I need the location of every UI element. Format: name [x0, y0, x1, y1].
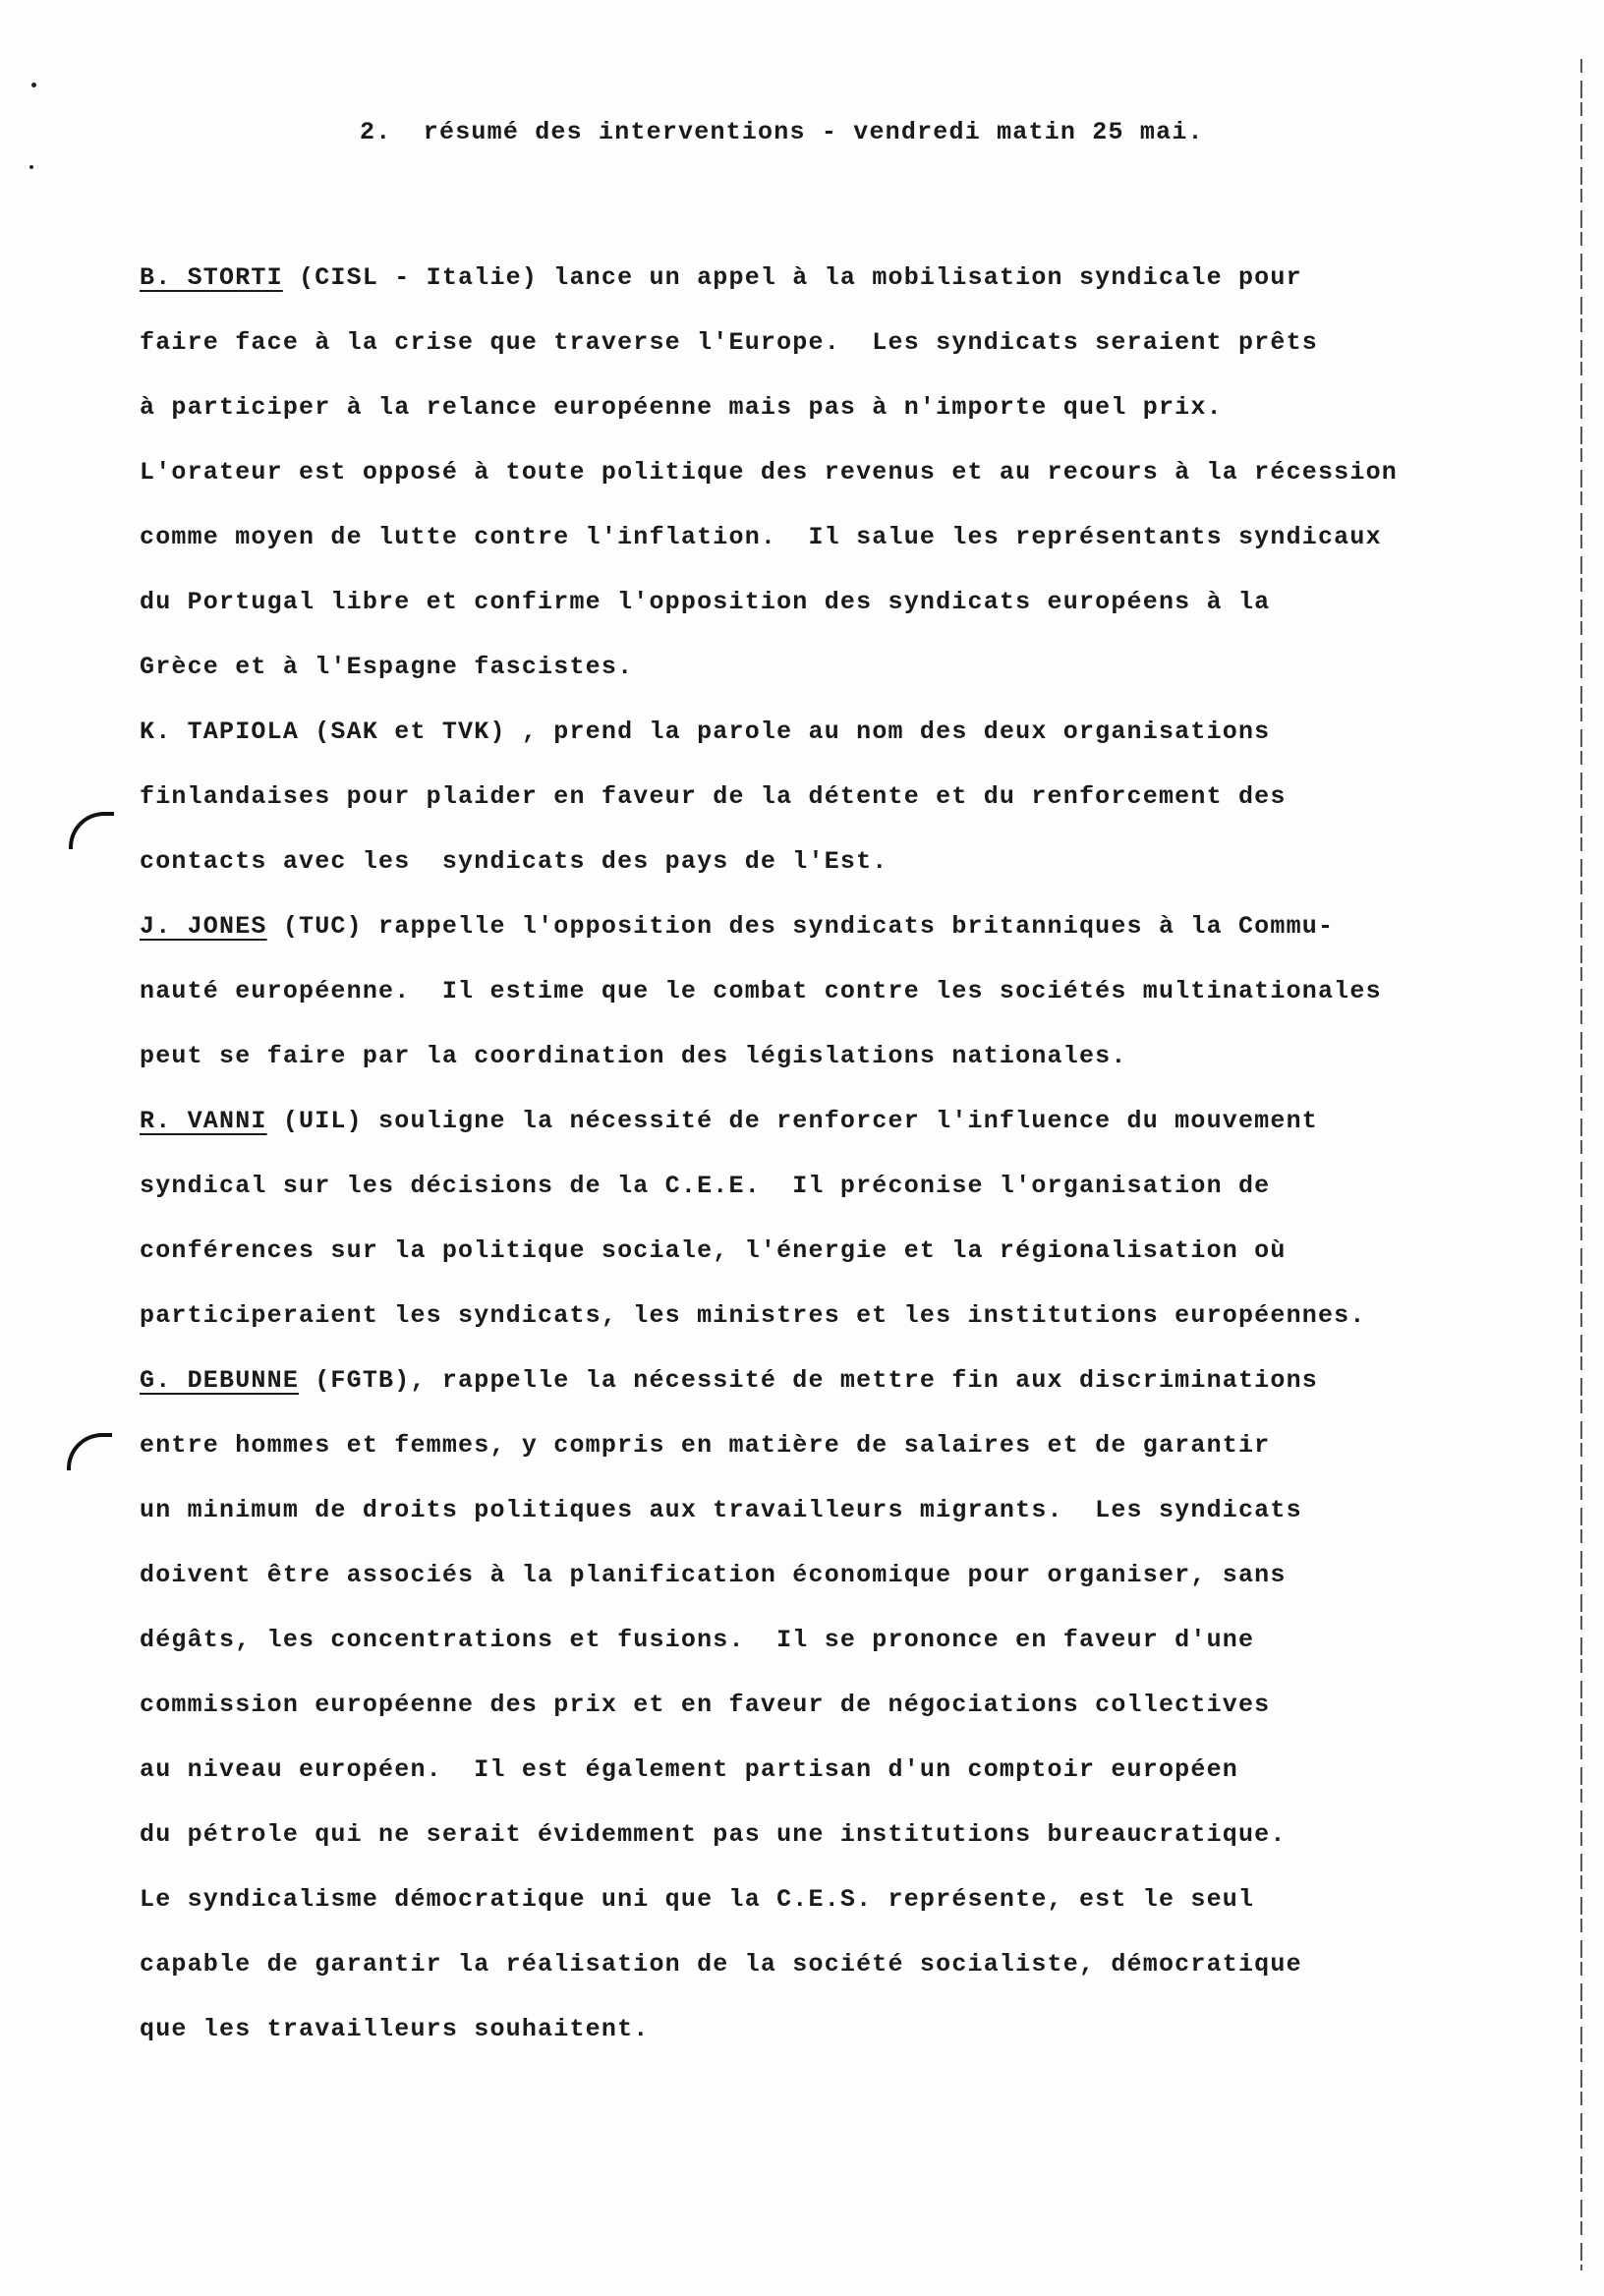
- scan-speck: [31, 83, 36, 87]
- text-line: comme moyen de lutte contre l'inflation. Il salue les représentants syndicaux: [140, 523, 1382, 551]
- text-line: L'orateur est opposé à toute politique des revenus et au recours à la récession: [140, 458, 1398, 487]
- text-line: à participer à la relance européenne mais pas à n'importe quel prix.: [140, 393, 1223, 422]
- text-line: G. DEBUNNE (FGTB), rappelle la nécessité de mettre fin aux discriminations: [140, 1366, 1318, 1395]
- text-line: du Portugal libre et confirme l'opposition des syndicats européens à la: [140, 588, 1271, 616]
- text-line: conférences sur la politique sociale, l'énergie et la régionalisation où: [140, 1236, 1287, 1265]
- text-line: que les travailleurs souhaitent.: [140, 2015, 650, 2043]
- text-line: J. JONES (TUC) rappelle l'opposition des syndicats britanniques à la Commu-: [140, 912, 1335, 941]
- scan-speck: [29, 165, 33, 169]
- text-line: finlandaises pour plaider en faveur de la détente et du renforcement des: [140, 782, 1287, 811]
- text-line: entre hommes et femmes, y compris en matière de salaires et de garantir: [140, 1431, 1271, 1460]
- margin-pencil-mark: [69, 812, 114, 849]
- scan-edge-line: [1580, 59, 1582, 2270]
- text-line: commission européenne des prix et en faveur de négociations collectives: [140, 1691, 1271, 1719]
- text-line: Le syndicalisme démocratique uni que la C.E.S. représente, est le seul: [140, 1885, 1255, 1914]
- speaker-name: G. DEBUNNE: [140, 1366, 300, 1395]
- text-line: faire face à la crise que traverse l'Europe. Les syndicats seraient prêts: [140, 328, 1318, 357]
- document-body: [140, 246, 1555, 2062]
- text-line: R. VANNI (UIL) souligne la nécessité de renforcer l'influence du mouvement: [140, 1107, 1318, 1135]
- text-line: du pétrole qui ne serait évidemment pas une institutions bureaucratique.: [140, 1820, 1287, 1849]
- speaker-name: K. TAPIOLA: [140, 718, 300, 746]
- text-line: K. TAPIOLA (SAK et TVK) , prend la parole au nom des deux organisations: [140, 718, 1271, 746]
- text-line: un minimum de droits politiques aux travailleurs migrants. Les syndicats: [140, 1496, 1302, 1524]
- text-line: peut se faire par la coordination des législations nationales.: [140, 1042, 1127, 1070]
- speaker-name: J. JONES: [140, 912, 267, 941]
- text-line: dégâts, les concentrations et fusions. Il se prononce en faveur d'une: [140, 1626, 1255, 1654]
- text-line: contacts avec les syndicats des pays de l'Est.: [140, 847, 888, 876]
- text-line: B. STORTI (CISL - Italie) lance un appel à la mobilisation syndicale pour: [140, 263, 1302, 292]
- margin-pencil-mark: [67, 1433, 112, 1470]
- text-line: participeraient les syndicats, les ministres et les institutions européennes.: [140, 1301, 1366, 1330]
- text-line: syndical sur les décisions de la C.E.E. Il préconise l'organisation de: [140, 1172, 1271, 1200]
- page-title: 2. résumé des interventions - vendredi matin 25 mai.: [360, 118, 1204, 146]
- text-line: capable de garantir la réalisation de la société socialiste, démocratique: [140, 1950, 1302, 1979]
- text-line: Grèce et à l'Espagne fascistes.: [140, 653, 634, 681]
- speaker-name: B. STORTI: [140, 263, 283, 292]
- text-line: nauté européenne. Il estime que le combat contre les sociétés multinationales: [140, 977, 1382, 1005]
- speaker-name: R. VANNI: [140, 1107, 267, 1135]
- text-line: doivent être associés à la planification économique pour organiser, sans: [140, 1561, 1287, 1589]
- text-line: au niveau européen. Il est également partisan d'un comptoir européen: [140, 1755, 1238, 1784]
